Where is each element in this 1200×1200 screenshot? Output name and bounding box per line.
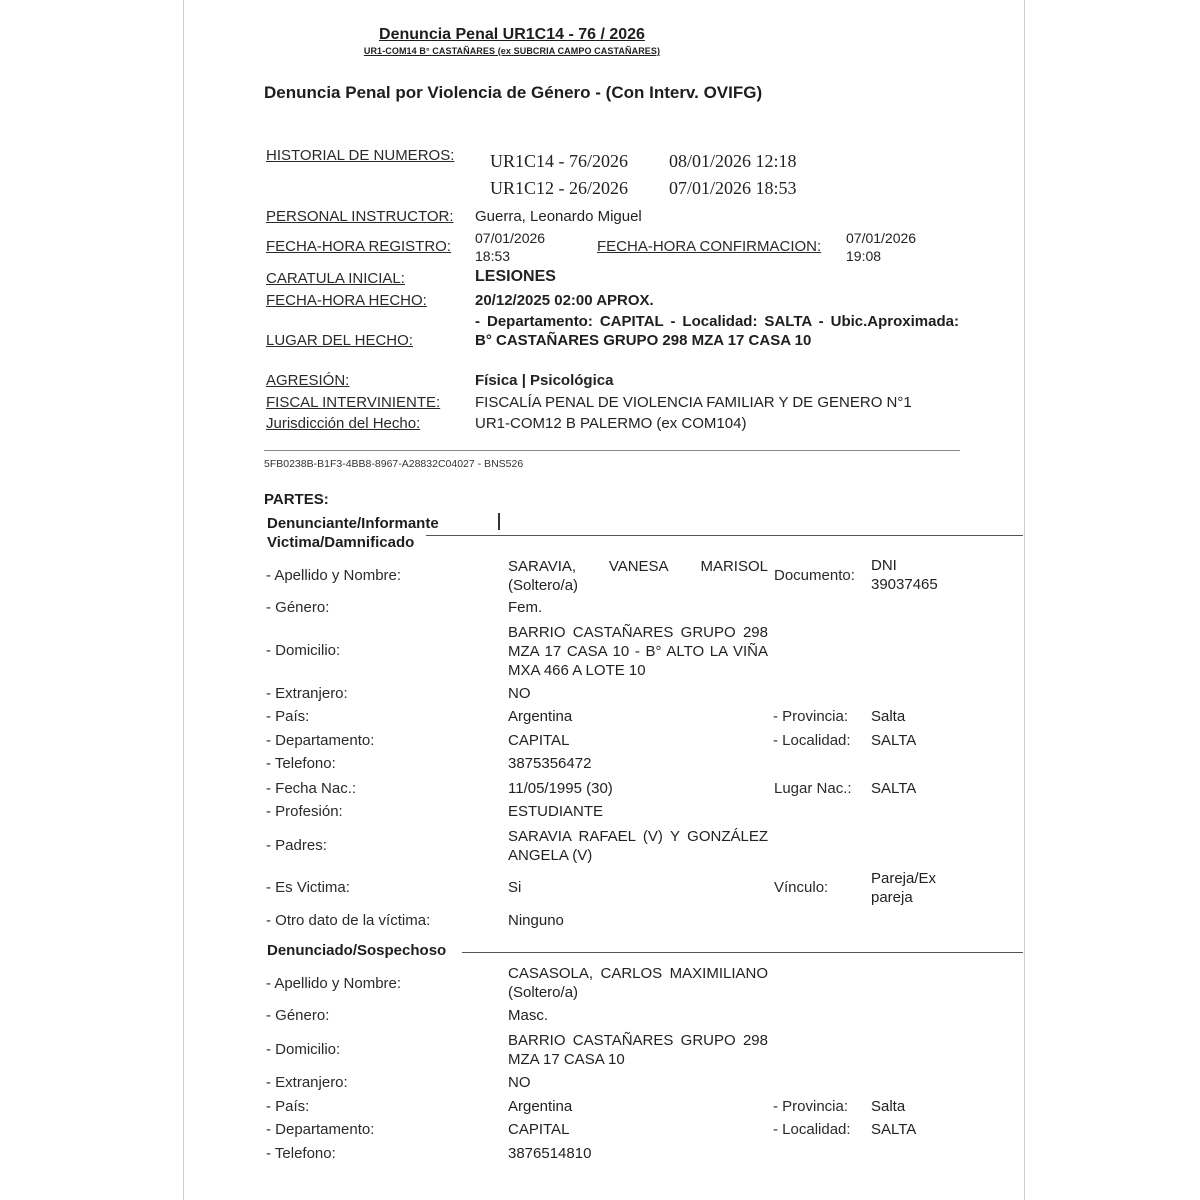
agresion-label: AGRESIÓN: — [266, 372, 350, 389]
denunciado-section: Denunciado/Sospechoso — [267, 942, 447, 959]
denunciado-apellido-value: CASASOLA, CARLOS MAXIMILIANO (Soltero/a) — [508, 965, 768, 1001]
text-cursor — [498, 513, 500, 530]
jurisdiccion-label: Jurisdicción del Hecho: — [266, 415, 421, 432]
victima-domicilio-label: - Domicilio: — [266, 642, 341, 659]
denunciado-departamento-label: - Departamento: — [266, 1121, 375, 1138]
victima-pais-value: Argentina — [508, 708, 573, 725]
divider — [264, 450, 960, 451]
document-hash: 5FB0238B-B1F3-4BB8-8967-A28832C04027 - BNS526 — [264, 458, 524, 470]
victima-departamento-label: - Departamento: — [266, 732, 375, 749]
victima-section-line2: Victima/Damnificado — [267, 534, 415, 551]
victima-fecha-nac-label: - Fecha Nac.: — [266, 780, 357, 797]
document-subtitle: UR1-COM14 B° CASTAÑARES (ex SUBCRIA CAMPO CASTAÑARES) — [363, 46, 661, 56]
victima-genero-value: Fem. — [508, 599, 543, 616]
denunciado-provincia-label: - Provincia: — [773, 1098, 849, 1115]
victima-fecha-nac-value: 11/05/1995 (30) — [508, 780, 613, 797]
denunciado-extranjero-value: NO — [508, 1074, 531, 1091]
partes-title: PARTES: — [264, 491, 329, 508]
victima-provincia-label: - Provincia: — [773, 708, 849, 725]
confirmacion-fecha: 07/01/2026 — [846, 230, 917, 246]
victima-section-line1: Denunciante/Informante — [267, 515, 439, 532]
denunciado-departamento-value: CAPITAL — [508, 1121, 570, 1138]
historial-numero-2: UR1C12 - 26/2026 — [490, 178, 629, 198]
historial-numero-1: UR1C14 - 76/2026 — [490, 151, 629, 171]
fiscal-label: FISCAL INTERVINIENTE: — [266, 394, 441, 411]
victima-apellido-value: SARAVIA, VANESA MARISOL (Soltero/a) — [508, 558, 768, 594]
denunciado-apellido-label: - Apellido y Nombre: — [266, 975, 402, 992]
document-title: Denuncia Penal UR1C14 - 76 / 2026 — [379, 26, 645, 43]
denunciado-domicilio-label: - Domicilio: — [266, 1041, 341, 1058]
fecha-hecho-label: FECHA-HORA HECHO: — [266, 292, 427, 309]
victima-apellido-label: - Apellido y Nombre: — [266, 567, 402, 584]
denunciado-section-rule — [462, 952, 1023, 953]
confirmacion-hora: 19:08 — [846, 248, 882, 264]
agresion-value: Física | Psicológica — [475, 372, 614, 389]
victima-profesion-label: - Profesión: — [266, 803, 343, 820]
historial-fecha-2: 07/01/2026 18:53 — [669, 178, 797, 198]
denunciado-extranjero-label: - Extranjero: — [266, 1074, 348, 1091]
denunciado-domicilio-value: BARRIO CASTAÑARES GRUPO 298 MZA 17 CASA 10 — [508, 1032, 768, 1068]
registro-hora: 18:53 — [475, 248, 511, 264]
victima-provincia-value: Salta — [871, 708, 906, 725]
victima-profesion-value: ESTUDIANTE — [508, 803, 604, 820]
victima-localidad-value: SALTA — [871, 732, 917, 749]
fecha-hecho-value: 20/12/2025 02:00 APROX. — [475, 292, 654, 309]
victima-section-rule — [426, 535, 1023, 536]
fiscal-value: FISCALÍA PENAL DE VIOLENCIA FAMILIAR Y DE GENERO N°1 — [475, 394, 912, 411]
victima-extranjero-value: NO — [508, 685, 531, 702]
lugar-value: - Departamento: CAPITAL - Localidad: SALTA - Ubic.Aproximada: B° CASTAÑARES GRUPO 298 MZA 17 CASA 10 — [475, 313, 959, 349]
registro-fecha: 07/01/2026 — [475, 230, 546, 246]
denunciado-pais-value: Argentina — [508, 1098, 573, 1115]
denunciado-pais-label: - País: — [266, 1098, 310, 1115]
historial-label: HISTORIAL DE NUMEROS: — [266, 147, 455, 164]
victima-localidad-label: - Localidad: — [773, 732, 851, 749]
victima-genero-label: - Género: — [266, 599, 330, 616]
victima-departamento-value: CAPITAL — [508, 732, 570, 749]
victima-vinculo-label: Vínculo: — [774, 879, 829, 896]
instructor-value: Guerra, Leonardo Miguel — [475, 208, 642, 225]
denunciado-provincia-value: Salta — [871, 1098, 906, 1115]
victima-vinculo-line1: Pareja/Ex — [871, 870, 937, 887]
instructor-label: PERSONAL INSTRUCTOR: — [266, 208, 454, 225]
lugar-label: LUGAR DEL HECHO: — [266, 332, 413, 349]
victima-padres-label: - Padres: — [266, 837, 327, 854]
confirmacion-label: FECHA-HORA CONFIRMACION: — [597, 238, 822, 255]
denunciado-localidad-value: SALTA — [871, 1121, 917, 1138]
denunciado-genero-label: - Género: — [266, 1007, 330, 1024]
denunciado-telefono-label: - Telefono: — [266, 1145, 336, 1162]
victima-domicilio-value: BARRIO CASTAÑARES GRUPO 298 MZA 17 CASA 10 - B° ALTO LA VIÑA MXA 466 A LOTE 10 — [508, 624, 768, 679]
historial-fecha-1: 08/01/2026 12:18 — [669, 151, 797, 171]
victima-pais-label: - País: — [266, 708, 310, 725]
victima-es-victima-value: Si — [508, 879, 522, 896]
victima-documento-label: Documento: — [774, 567, 855, 584]
victima-vinculo-line2: pareja — [871, 889, 913, 906]
victima-otro-value: Ninguno — [508, 912, 564, 929]
denunciado-genero-value: Masc. — [508, 1007, 549, 1024]
jurisdiccion-value: UR1-COM12 B PALERMO (ex COM104) — [475, 415, 747, 432]
victima-extranjero-label: - Extranjero: — [266, 685, 348, 702]
denunciado-localidad-label: - Localidad: — [773, 1121, 851, 1138]
caratula-value: LESIONES — [475, 268, 556, 285]
victima-lugar-nac-label: Lugar Nac.: — [774, 780, 852, 797]
caratula-label: CARATULA INICIAL: — [266, 270, 405, 287]
registro-label: FECHA-HORA REGISTRO: — [266, 238, 452, 255]
victima-es-victima-label: - Es Victima: — [266, 879, 350, 896]
victima-lugar-nac-value: SALTA — [871, 780, 917, 797]
victima-documento-numero: 39037465 — [871, 576, 938, 593]
victima-otro-label: - Otro dato de la víctima: — [266, 912, 431, 929]
victima-telefono-value: 3875356472 — [508, 755, 592, 772]
document-heading: Denuncia Penal por Violencia de Género - (Con Interv. OVIFG) — [264, 83, 763, 102]
victima-documento-tipo: DNI — [871, 557, 897, 574]
denunciado-telefono-value: 3876514810 — [508, 1145, 592, 1162]
victima-telefono-label: - Telefono: — [266, 755, 336, 772]
victima-padres-value: SARAVIA RAFAEL (V) Y GONZÁLEZ ANGELA (V) — [508, 828, 768, 864]
